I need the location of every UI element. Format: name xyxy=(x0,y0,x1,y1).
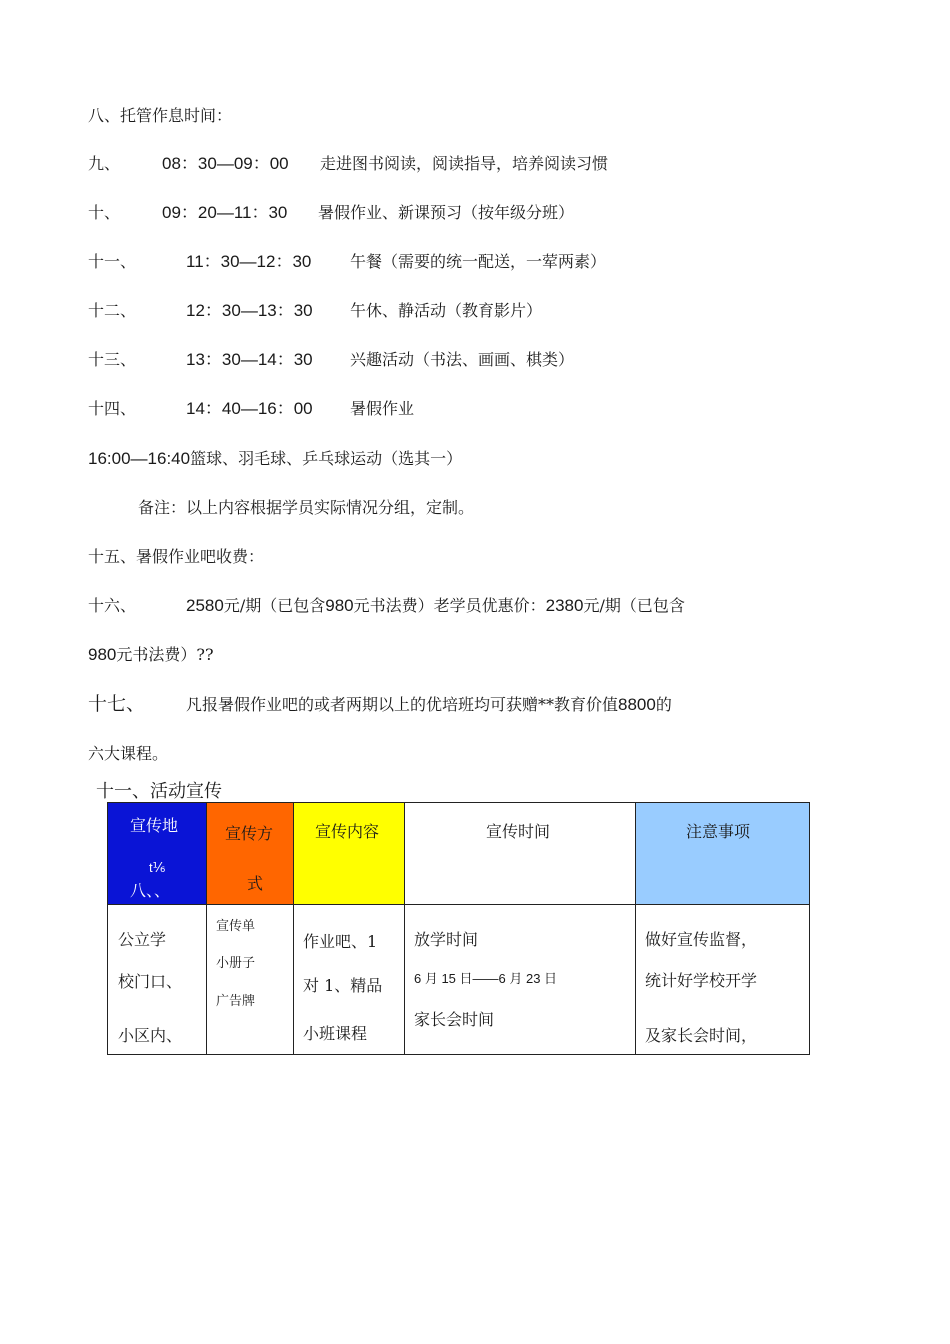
row-time: 11：30—12：30 xyxy=(186,252,312,271)
fee-line-1 xyxy=(88,596,685,616)
header-method xyxy=(207,803,294,905)
fee-text: 元书法费）?? xyxy=(116,645,214,664)
row-text: 走进图书阅读，阅读指导，培养阅读习惯 xyxy=(320,154,609,173)
row-time: 16:00—16:40 xyxy=(88,449,191,468)
row-prefix: 十三、 xyxy=(88,350,137,369)
promotion-table xyxy=(107,802,810,1055)
row-prefix: 十二、 xyxy=(88,301,137,320)
header-notes xyxy=(636,803,810,905)
header-label: 式 xyxy=(247,874,264,893)
remark-note: 备注：以上内容根据学员实际情况分组，定制。 xyxy=(138,498,475,517)
fee-calligraphy: 980 xyxy=(325,596,354,615)
fee-line-2 xyxy=(88,645,214,665)
header-label: 八、、 xyxy=(130,881,171,900)
row-time: 14：40—16：00 xyxy=(186,399,313,418)
schedule-row-6 xyxy=(88,399,415,419)
cell-text: 放学时间 xyxy=(414,930,479,949)
row-text: 暑假作业、新课预习（按年级分班） xyxy=(318,203,575,222)
cell-text: 及家长会时间， xyxy=(645,1026,758,1045)
header-time xyxy=(405,803,636,905)
cell-text: 宣传单 xyxy=(216,919,256,934)
schedule-row-1 xyxy=(88,154,609,174)
header-label: 宣传内容 xyxy=(315,822,380,841)
cell-location xyxy=(108,905,207,1055)
row-time: 08：30—09：00 xyxy=(162,154,289,173)
table-header-row xyxy=(108,803,810,905)
cell-text: 广告牌 xyxy=(216,994,256,1009)
fee-price: 2580 xyxy=(186,596,224,615)
row-prefix: 十七、 xyxy=(88,693,146,715)
cell-text: 校门口、 xyxy=(118,972,183,991)
fee-heading: 十五、暑假作业吧收费： xyxy=(88,547,265,566)
cell-notes xyxy=(636,905,810,1055)
fee-text: 元书法费）老学员优惠价： xyxy=(353,596,546,615)
row-time: 12：30—13：30 xyxy=(186,301,313,320)
gift-desc: 凡报暑假作业吧的或者两期以上的优培班均可获赠**教育价值 xyxy=(186,695,619,714)
row-prefix: 十一、 xyxy=(88,252,137,271)
row-text: 午餐（需要的统一配送，一荤两素） xyxy=(350,252,607,271)
cell-text: 小册子 xyxy=(216,956,256,971)
cell-text: 对 1、精品 xyxy=(303,976,383,995)
header-label: 注意事项 xyxy=(686,822,751,841)
header-label: 宣传地 xyxy=(130,816,179,835)
gift-end: 的 xyxy=(655,695,672,714)
row-prefix: 九、 xyxy=(88,154,121,173)
section-title: 十一、活动宣传 xyxy=(96,781,222,802)
heading-schedule: 八、托管作息时间： xyxy=(88,106,233,125)
row-text: 午休、静活动（教育影片） xyxy=(350,301,543,320)
row-text: 篮球、羽毛球、乒乓球运动（选其一） xyxy=(190,449,463,468)
cell-text: 作业吧、1 xyxy=(303,932,378,951)
fee-detail xyxy=(186,596,685,616)
row-time: 13：30—14：30 xyxy=(186,350,313,369)
gift-line-2: 六大课程。 xyxy=(88,744,169,763)
cell-method xyxy=(207,905,294,1055)
cell-text: 家长会时间 xyxy=(414,1010,495,1029)
fee-unit: 元/期（已包含 xyxy=(223,596,326,615)
schedule-row-2 xyxy=(88,203,575,223)
header-label: t⅙ xyxy=(149,860,166,875)
gift-text xyxy=(186,695,672,715)
row-time: 09：20—11：30 xyxy=(162,203,288,222)
row-prefix: 十、 xyxy=(88,203,121,222)
cell-text: 做好宣传监督， xyxy=(645,930,758,949)
header-label: 宣传方 xyxy=(225,824,274,843)
schedule-row-3 xyxy=(88,252,607,272)
cell-text: 公立学 xyxy=(118,930,167,949)
header-content xyxy=(294,803,405,905)
fee-discount-price: 2380 xyxy=(545,596,584,615)
fee-calligraphy: 980 xyxy=(88,645,117,664)
schedule-row-5 xyxy=(88,350,575,370)
header-label: 宣传时间 xyxy=(486,822,551,841)
cell-text: 统计好学校开学 xyxy=(645,971,758,990)
cell-text: 6 月 15 日——6 月 23 日 xyxy=(414,971,558,986)
cell-text: 小区内、 xyxy=(118,1026,183,1045)
gift-value: 8800 xyxy=(618,695,656,714)
schedule-row-7 xyxy=(88,449,462,469)
cell-text: 小班课程 xyxy=(303,1024,368,1043)
row-text: 暑假作业 xyxy=(350,399,415,418)
row-text: 兴趣活动（书法、画画、棋类） xyxy=(350,350,575,369)
schedule-row-4 xyxy=(88,301,543,321)
row-prefix: 十六、 xyxy=(88,596,137,615)
fee-unit: 元/期（已包含 xyxy=(583,596,685,615)
gift-line xyxy=(88,693,672,715)
table-row xyxy=(108,905,810,1055)
cell-content xyxy=(294,905,405,1055)
header-location xyxy=(108,803,207,905)
cell-time xyxy=(405,905,636,1055)
row-prefix: 十四、 xyxy=(88,399,137,418)
